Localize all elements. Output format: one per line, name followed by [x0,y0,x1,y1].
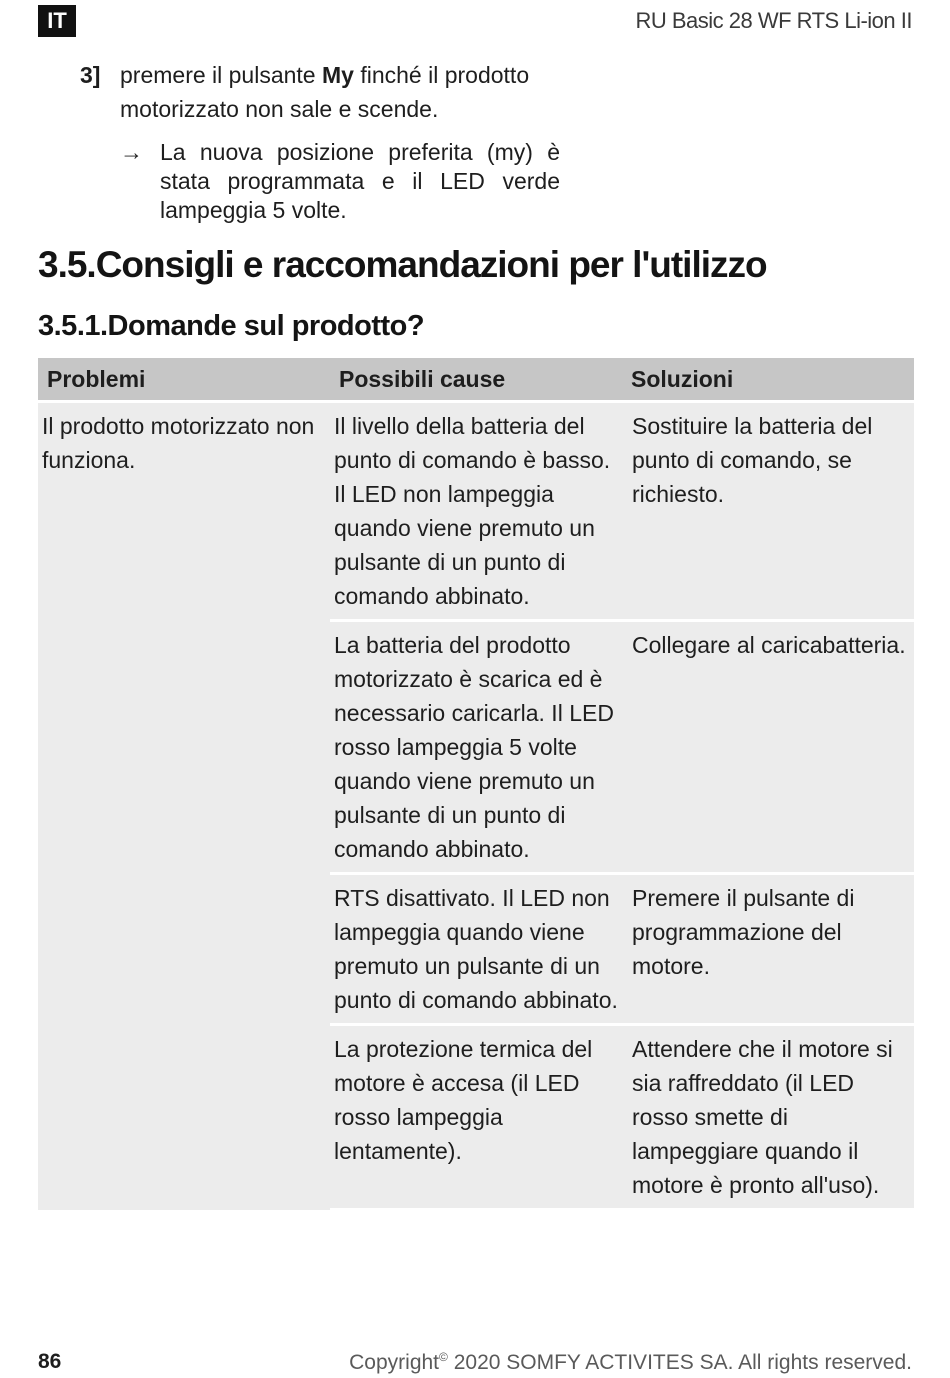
cause-cell: RTS disattivato. Il LED non lampeggia quando viene premuto un pulsante di un punto di comando abbinato. [330,874,622,1025]
document-title: RU Basic 28 WF RTS Li-ion II [635,8,912,33]
solution-cell: Sostituire la batteria del punto di comando, se richiesto. [622,402,914,621]
solution-cell: Premere il pulsante di programmazione del motore. [622,874,914,1025]
solution-cell: Collegare al caricabatteria. [622,621,914,874]
language-badge: IT [38,5,76,37]
header-solutions: Soluzioni [622,358,914,402]
copyright-rest: 2020 SOMFY ACTIVITES SA. All rights reserved. [447,1351,912,1374]
arrow-right-icon: → [120,139,143,165]
section-heading: 3.5.Consigli e raccomandazioni per l'utilizzo [38,244,767,285]
subsection-heading: 3.5.1.Domande sul prodotto? [38,310,425,342]
step-number: 3] [80,62,101,88]
my-button-label: My [322,62,354,88]
result-text: La nuova posizione preferita (my) è stata programmata e il LED verde lampeggia 5 volte. [160,139,560,223]
cause-cell: Il livello della batteria del punto di comando è basso. Il LED non lampeggia quando viene premuto un pulsante di un punto di comando abbinato. [330,402,622,621]
cause-cell: La protezione termica del motore è accesa (il LED rosso lampeggia lentamente). [330,1025,622,1210]
page-number: 86 [38,1350,62,1373]
step-text-before: premere il pulsante [120,62,322,88]
copyright-notice [349,1350,912,1375]
copyright-mark: © [439,1350,448,1364]
header-causes: Possibili cause [330,358,622,402]
solution-cell: Attendere che il motore si sia raffreddato (il LED rosso smette di lampeggiare quando il motore è pronto all'uso). [622,1025,914,1210]
problem-cell: Il prodotto motorizzato non funziona. [38,402,330,1210]
table-header-row [38,358,914,402]
table-row [38,402,914,621]
copyright-prefix: Copyright [349,1351,440,1374]
troubleshooting-table [38,358,914,1211]
step-text-after: finché il prodotto motorizzato non sale e scende. [120,62,530,122]
step-text [120,58,560,126]
step-3 [80,58,560,126]
cause-cell: La batteria del prodotto motorizzato è scarica ed è necessario caricarla. Il LED rosso lampeggia 5 volte quando viene premuto un pulsante di un punto di comando abbinato. [330,621,622,874]
header-problems: Problemi [38,358,330,402]
step-result [120,138,560,225]
